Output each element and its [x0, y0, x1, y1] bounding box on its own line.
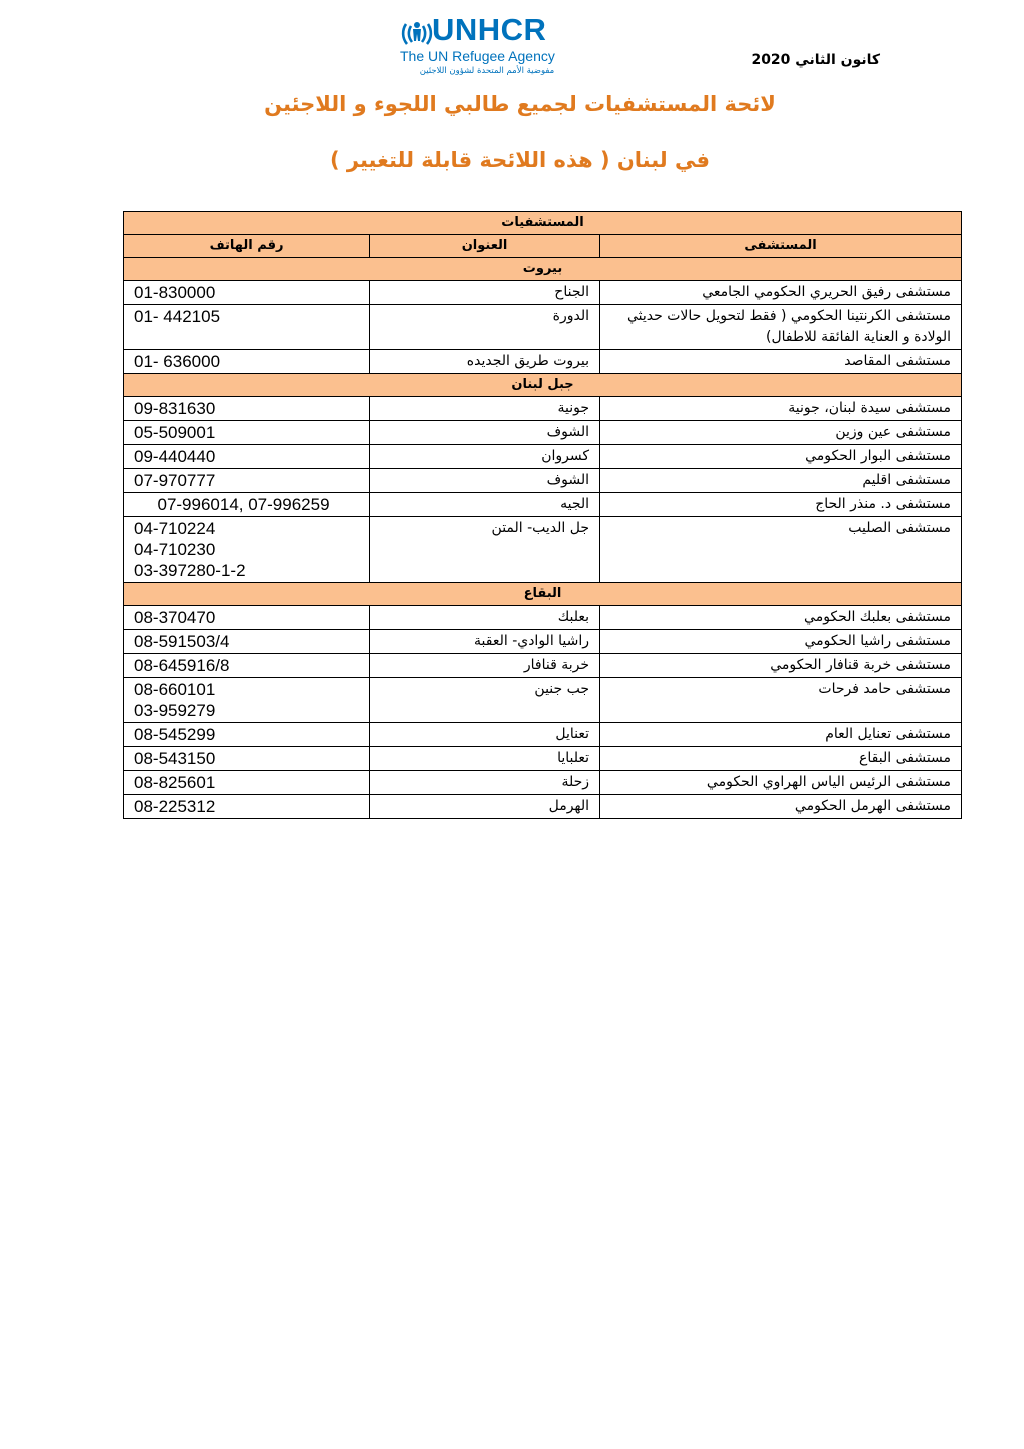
- hospital-phone: [124, 397, 370, 421]
- page-subtitle: في لبنان ( هذه اللائحة قابلة للتغيير ): [330, 148, 710, 172]
- hospital-name: مستشفى الكرنتينا الحكومي ( فقط لتحويل حالات حديثي الولادة و العناية الفائقة للاطفال): [600, 305, 962, 350]
- hospital-phone: [124, 654, 370, 678]
- hospital-phone: [124, 305, 370, 350]
- column-header-hospital: المستشفى: [600, 235, 962, 258]
- hospital-name: مستشفى سيدة لبنان، جونية: [600, 397, 962, 421]
- table-header-row: [124, 235, 962, 258]
- phone-number: 04-710224: [134, 519, 216, 538]
- hospital-phone: [124, 606, 370, 630]
- phone-number: 03-959279: [134, 701, 216, 720]
- table-row: [124, 469, 962, 493]
- hospitals-table: [123, 211, 962, 819]
- hospital-name: مستشفى المقاصد: [600, 350, 962, 374]
- hospital-address: بيروت طريق الجديده: [370, 350, 600, 374]
- hospital-phone: [124, 795, 370, 819]
- hospital-name: مستشفى الهرمل الحكومي: [600, 795, 962, 819]
- hospital-address: زحلة: [370, 771, 600, 795]
- hospital-name: مستشفى رفيق الحريري الحكومي الجامعي: [600, 281, 962, 305]
- table-row: [124, 305, 962, 350]
- hospital-address: الجناح: [370, 281, 600, 305]
- hospital-name: مستشفى البوار الحكومي: [600, 445, 962, 469]
- hospital-address: تعلبايا: [370, 747, 600, 771]
- hospital-phone: [124, 445, 370, 469]
- hospital-address: بعلبك: [370, 606, 600, 630]
- logo-tagline: The UN Refugee Agency: [400, 48, 555, 64]
- table-row: [124, 795, 962, 819]
- table-caption-row: [124, 212, 962, 235]
- region-row: [124, 258, 962, 281]
- hospital-name: مستشفى تعنايل العام: [600, 723, 962, 747]
- hospital-name: مستشفى راشيا الحكومي: [600, 630, 962, 654]
- phone-number: 08-825601: [134, 773, 216, 792]
- phone-number: 07-996014, 07-996259: [157, 495, 330, 514]
- column-header-phone: رقم الهاتف: [124, 235, 370, 258]
- phone-number: 08-225312: [134, 797, 216, 816]
- phone-number: 09-440440: [134, 447, 216, 466]
- hospital-phone: [124, 723, 370, 747]
- phone-number: 08-660101: [134, 680, 216, 699]
- table-row: [124, 445, 962, 469]
- hospital-address: تعنايل: [370, 723, 600, 747]
- phone-number: 08-545299: [134, 725, 216, 744]
- phone-number: 01- 636000: [134, 352, 221, 371]
- unhcr-emblem-icon: [400, 16, 434, 50]
- hospital-name: مستشفى اقليم: [600, 469, 962, 493]
- hospital-name: مستشفى البقاع: [600, 747, 962, 771]
- phone-number: 09-831630: [134, 399, 216, 418]
- hospital-address: جونية: [370, 397, 600, 421]
- table-row: [124, 747, 962, 771]
- phone-number: 07-970777: [134, 471, 216, 490]
- table-row: [124, 723, 962, 747]
- hospital-address: الشوف: [370, 421, 600, 445]
- hospital-phone: [124, 493, 370, 517]
- hospital-name: مستشفى حامد فرحات: [600, 678, 962, 723]
- hospital-address: راشيا الوادي- العقبة: [370, 630, 600, 654]
- table-row: [124, 630, 962, 654]
- hospital-address: كسروان: [370, 445, 600, 469]
- hospital-address: الدورة: [370, 305, 600, 350]
- hospital-address: الشوف: [370, 469, 600, 493]
- hospital-name: مستشفى د. منذر الحاج: [600, 493, 962, 517]
- page-title: لائحة المستشفيات لجميع طالبي اللجوء و اللاجئين: [264, 92, 776, 116]
- table-row: [124, 397, 962, 421]
- region-label: البقاع: [124, 583, 962, 606]
- logo-tagline-arabic: مفوضية الأمم المتحدة لشؤون اللاجئين: [419, 66, 555, 76]
- document-date: كانون الثاني 2020: [751, 52, 880, 68]
- phone-number: 05-509001: [134, 423, 216, 442]
- hospital-phone: [124, 678, 370, 723]
- table-row: [124, 606, 962, 630]
- table-row: [124, 771, 962, 795]
- hospital-address: الهرمل: [370, 795, 600, 819]
- table-row: [124, 493, 962, 517]
- table-row: [124, 654, 962, 678]
- hospital-phone: [124, 281, 370, 305]
- hospital-phone: [124, 469, 370, 493]
- hospital-phone: [124, 771, 370, 795]
- region-row: [124, 374, 962, 397]
- hospital-address: جب جنين: [370, 678, 600, 723]
- table-row: [124, 350, 962, 374]
- column-header-address: العنوان: [370, 235, 600, 258]
- phone-number: 08-543150: [134, 749, 216, 768]
- hospital-address: خربة قنافار: [370, 654, 600, 678]
- phone-number: 08-591503/4: [134, 632, 230, 651]
- hospital-phone: [124, 350, 370, 374]
- table-row: [124, 517, 962, 583]
- phone-number: 03-397280-1-2: [134, 561, 246, 580]
- hospital-name: مستشفى الرئيس الياس الهراوي الحكومي: [600, 771, 962, 795]
- phone-number: 08-645916/8: [134, 656, 230, 675]
- hospital-name: مستشفى الصليب: [600, 517, 962, 583]
- table-caption: المستشفيات: [124, 212, 962, 235]
- phone-number: 01-830000: [134, 283, 216, 302]
- region-row: [124, 583, 962, 606]
- hospital-name: مستشفى عين وزين: [600, 421, 962, 445]
- hospital-address: الجيه: [370, 493, 600, 517]
- hospital-address: جل الديب- المتن: [370, 517, 600, 583]
- table-row: [124, 281, 962, 305]
- region-label: جبل لبنان: [124, 374, 962, 397]
- logo-brand: UNHCR: [432, 12, 547, 47]
- unhcr-logo: [396, 14, 580, 80]
- hospital-phone: [124, 421, 370, 445]
- hospital-phone: [124, 747, 370, 771]
- table-row: [124, 678, 962, 723]
- phone-number: 04-710230: [134, 540, 216, 559]
- hospital-name: مستشفى خربة قنافار الحكومي: [600, 654, 962, 678]
- hospital-phone: [124, 517, 370, 583]
- table-row: [124, 421, 962, 445]
- region-label: بيروت: [124, 258, 962, 281]
- phone-number: 01- 442105: [134, 307, 221, 326]
- hospital-name: مستشفى بعلبك الحكومي: [600, 606, 962, 630]
- phone-number: 08-370470: [134, 608, 216, 627]
- hospital-phone: [124, 630, 370, 654]
